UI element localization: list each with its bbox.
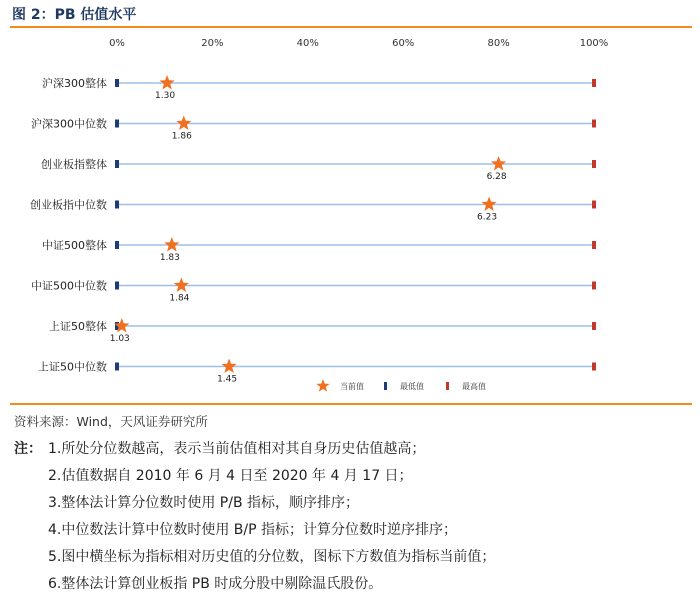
max-marker (592, 160, 596, 168)
current-value-label: 1.86 (171, 131, 192, 142)
min-marker (115, 241, 119, 249)
category-label: 中证500整体 (42, 239, 107, 252)
max-marker (592, 120, 596, 128)
note-4: 4.中位数法计算中位数时使用 B/P 指标；计算分位数时逆序排序； (48, 522, 458, 538)
min-marker (115, 363, 119, 371)
current-value-label: 1.45 (217, 374, 238, 385)
note-5: 5.图中横坐标为指标相对历史值的分位数，图标下方数值为指标当前值； (48, 549, 496, 565)
legend-star-icon (316, 379, 329, 392)
legend-label-max: 最高值 (462, 382, 486, 391)
current-star (114, 318, 129, 332)
x-tick-label: 20% (201, 38, 224, 49)
bottom-rule (10, 403, 692, 405)
current-star (221, 359, 236, 373)
category-label: 上证50中位数 (38, 360, 107, 374)
x-tick-label: 40% (296, 38, 319, 49)
current-star (176, 116, 191, 130)
category-label: 创业板指中位数 (30, 198, 107, 212)
min-marker (115, 79, 119, 87)
max-marker (592, 241, 596, 249)
current-star (174, 278, 189, 292)
pb-valuation-chart (0, 28, 700, 400)
current-star (481, 197, 496, 211)
current-value-label: 1.03 (109, 334, 130, 344)
legend-label-min: 最低值 (400, 382, 424, 391)
category-label: 沪深300整体 (42, 77, 107, 90)
x-tick-label: 80% (487, 38, 510, 49)
note-3: 3.整体法计算分位数时使用 P/B 指标，顺序排序； (48, 495, 360, 511)
current-value-label: 1.83 (159, 253, 180, 263)
current-star (164, 237, 179, 251)
min-marker (115, 201, 119, 209)
max-marker (592, 282, 596, 290)
max-marker (592, 363, 596, 371)
note-1: 1.所处分位数越高，表示当前估值相对其自身历史估值越高； (48, 441, 426, 457)
x-tick-label: 60% (392, 38, 415, 49)
note-6: 6.整体法计算创业板指 PB 时成分股中剔除温氏股份。 (48, 576, 383, 592)
figure-title: 图 2：PB 估值水平 (12, 7, 137, 23)
min-marker (115, 282, 119, 290)
current-value-label: 6.23 (477, 212, 498, 223)
category-label: 沪深300中位数 (31, 117, 107, 131)
legend-label-current: 当前值 (340, 382, 364, 391)
current-star (159, 75, 174, 89)
legend-max-icon (446, 382, 449, 390)
note-2: 2.估值数据自 2010 年 6 月 4 日至 2020 年 4 月 17 日； (48, 468, 413, 484)
current-value-label: 1.30 (155, 91, 176, 101)
min-marker (115, 120, 119, 128)
max-marker (592, 79, 596, 87)
max-marker (592, 322, 596, 330)
category-label: 创业板指整体 (41, 158, 107, 171)
current-star (491, 156, 506, 170)
current-value-label: 6.28 (486, 172, 507, 182)
source-text: 资料来源：Wind，天风证券研究所 (14, 414, 208, 429)
x-tick-label: 0% (109, 38, 125, 49)
category-label: 中证500中位数 (31, 279, 107, 293)
x-tick-label: 100% (579, 38, 609, 49)
min-marker (115, 160, 119, 168)
notes-label: 注： (14, 441, 42, 457)
max-marker (592, 201, 596, 209)
legend-min-icon (384, 382, 387, 390)
category-label: 上证50整体 (49, 320, 107, 333)
current-value-label: 1.84 (169, 293, 190, 304)
